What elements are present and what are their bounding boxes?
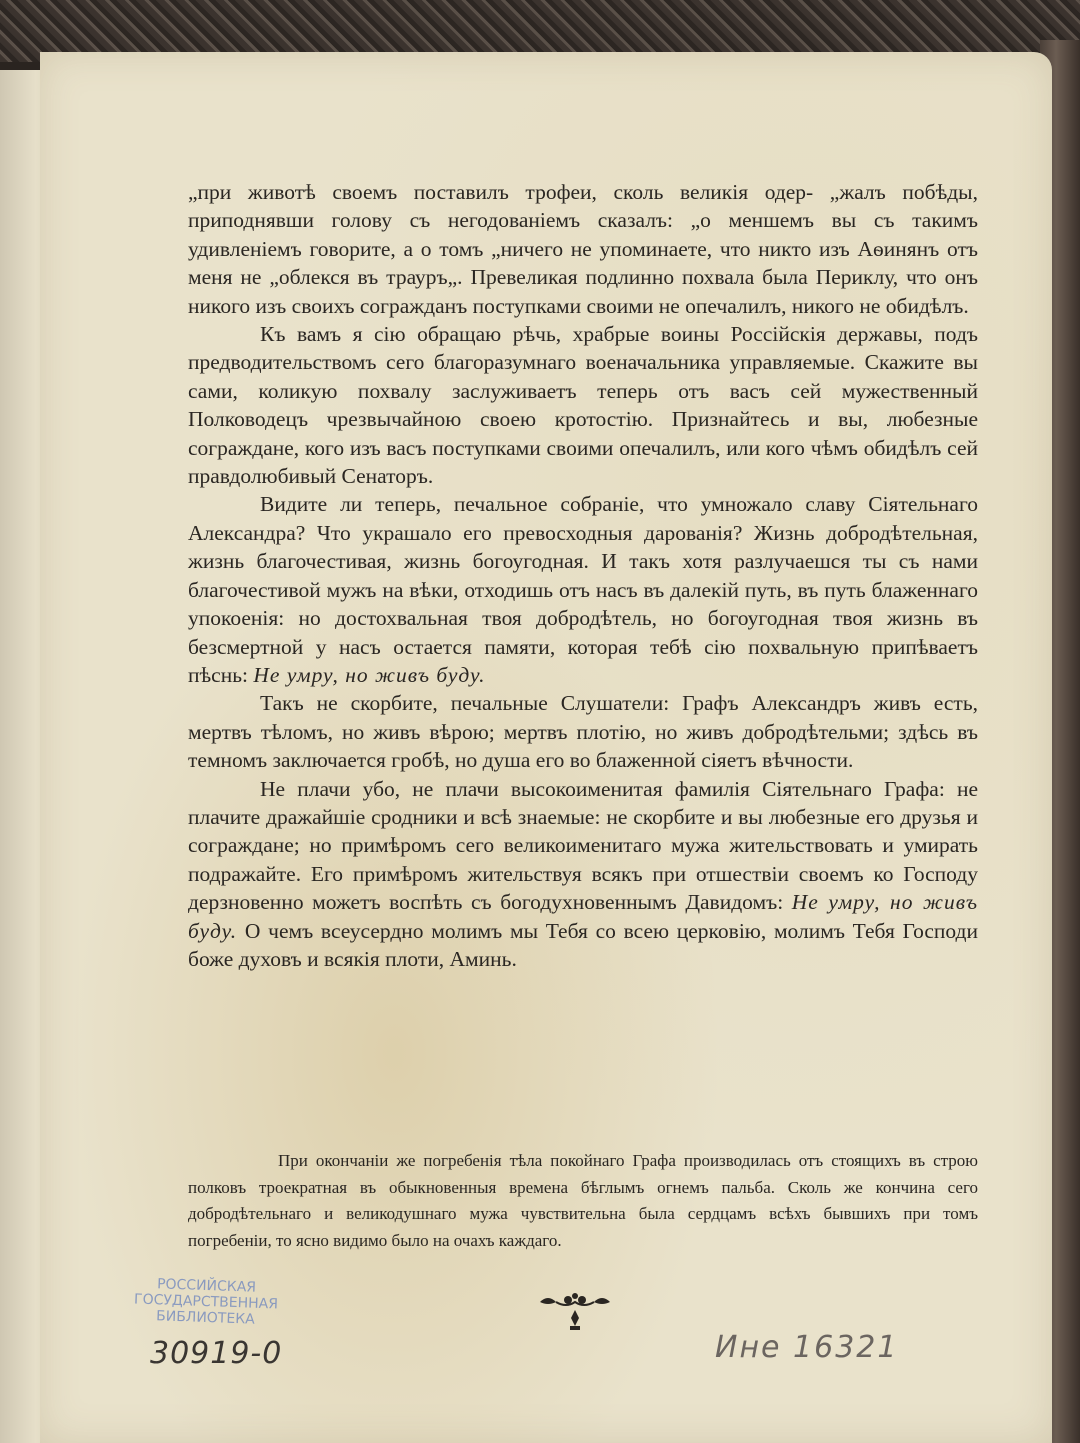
burial-note: При окончаніи же погребенія тѣла покойнаго Графа производилась отъ стоящихъ въ строю полковъ троекратная въ обыкновенныя времена бѣглымъ огнемъ пальба. Сколь же кончина сего добродѣтельнаго и великодушнаго мужа чувствительна была сердцамъ всѣхъ бывшихъ при томъ погребеніи, то ясно видимо было на очахъ каждаго.	[188, 1151, 978, 1250]
stamp-line-2: ГОСУДАРСТВЕННАЯ	[133, 1291, 279, 1313]
ornament-icon	[530, 1288, 620, 1338]
paragraph-4: Такъ не скорбите, печальные Слушатели: Графъ Александръ живъ есть, мертвъ тѣломъ, но живъ вѣрою; мертвъ плотію, но живъ добродѣтельми; здѣсь въ темномъ заключается гробѣ, но душа его во блаженной сіяетъ вѣчности.	[188, 691, 978, 773]
shelfmark-left: 30919-0	[150, 1336, 283, 1371]
shelfmark-right: Ине 16321	[715, 1330, 899, 1365]
stamp-line-1: РОССИЙСКАЯ	[156, 1276, 257, 1296]
library-stamp	[125, 1275, 287, 1329]
quote-italic: Не умру, но живъ буду.	[253, 662, 486, 687]
paragraph-1: „при животѣ своемъ поставилъ трофеи, сколь великія одер- „жалъ побѣды, приподнявши голову съ негодованіемъ сказалъ: „о меншемъ вы съ такимъ удивленіемъ говорите, а о томъ „ничего не упоминаете, что никто изъ Аѳинянъ отъ меня не „облекся въ трауръ„. Превеликая подлинно похвала была Периклу, что онъ никого изъ своихъ согражданъ поступками своими не опечалилъ, никого не обидѣлъ.	[188, 180, 978, 318]
paragraph-3	[188, 490, 978, 689]
paragraph-5	[188, 775, 978, 974]
paragraph-2: Къ вамъ я сію обращаю рѣчь, храбрые воины Россійскія державы, подъ предводительствомъ сего благоразумнаго военачальника управляемые. Скажите вы сами, коликую похвалу заслуживаетъ теперь отъ васъ сей мужественный Полководецъ чрезвычайною своею кротостію. Признайтесь и вы, любезные сограждане, кого изъ васъ поступками своими опечалилъ, или кого чѣмъ обидѣлъ сей правдолюбивый Сенаторъ.	[188, 322, 978, 489]
paragraph-3-text: Видите ли теперь, печальное собраніе, что умножало славу Сіятельнаго Александра? Что украшало его превосходныя дарованія? Жизнь добродѣтельная, жизнь благочестивая, жизнь богоугодная. И такъ хотя разлучаешся ты съ нами благочестивой мужъ на вѣки, отходишь отъ насъ въ далекій путь, въ путь блаженнаго упокоенія: но достохвальная твоя добродѣтель, но богоугодная твоя жизнь въ безсмертной у насъ остается памяти, которая тебѣ сію похвальную припѣваетъ пѣснь:	[188, 492, 978, 687]
quote-italic-2: Не умру, но живъ буду.	[188, 890, 979, 943]
paragraph-5-text: Не плачи убо, не плачи высокоименитая фамилія Сіятельнаго Графа: не плачите дражайшіе сродники и всѣ знаемые: не скорбите и вы любезные его друзья и сограждане; но примѣромъ сего великоименитаго мужа жительствовать и умирать подражайте. Его примѣромъ жительствуя всякъ при отшествіи своемъ ко Господу дерзновенно можетъ воспѣть съ богодухновеннымъ Давидомъ:	[188, 776, 978, 915]
stamp-line-3: БИБЛИОТЕКА	[155, 1308, 256, 1328]
closing-prayer: О чемъ всеусердно молимъ мы Тебя со всею церковію, молимъ Тебя Господи боже духовъ и всякія плоти, Аминь.	[188, 918, 978, 971]
main-text	[188, 178, 978, 973]
